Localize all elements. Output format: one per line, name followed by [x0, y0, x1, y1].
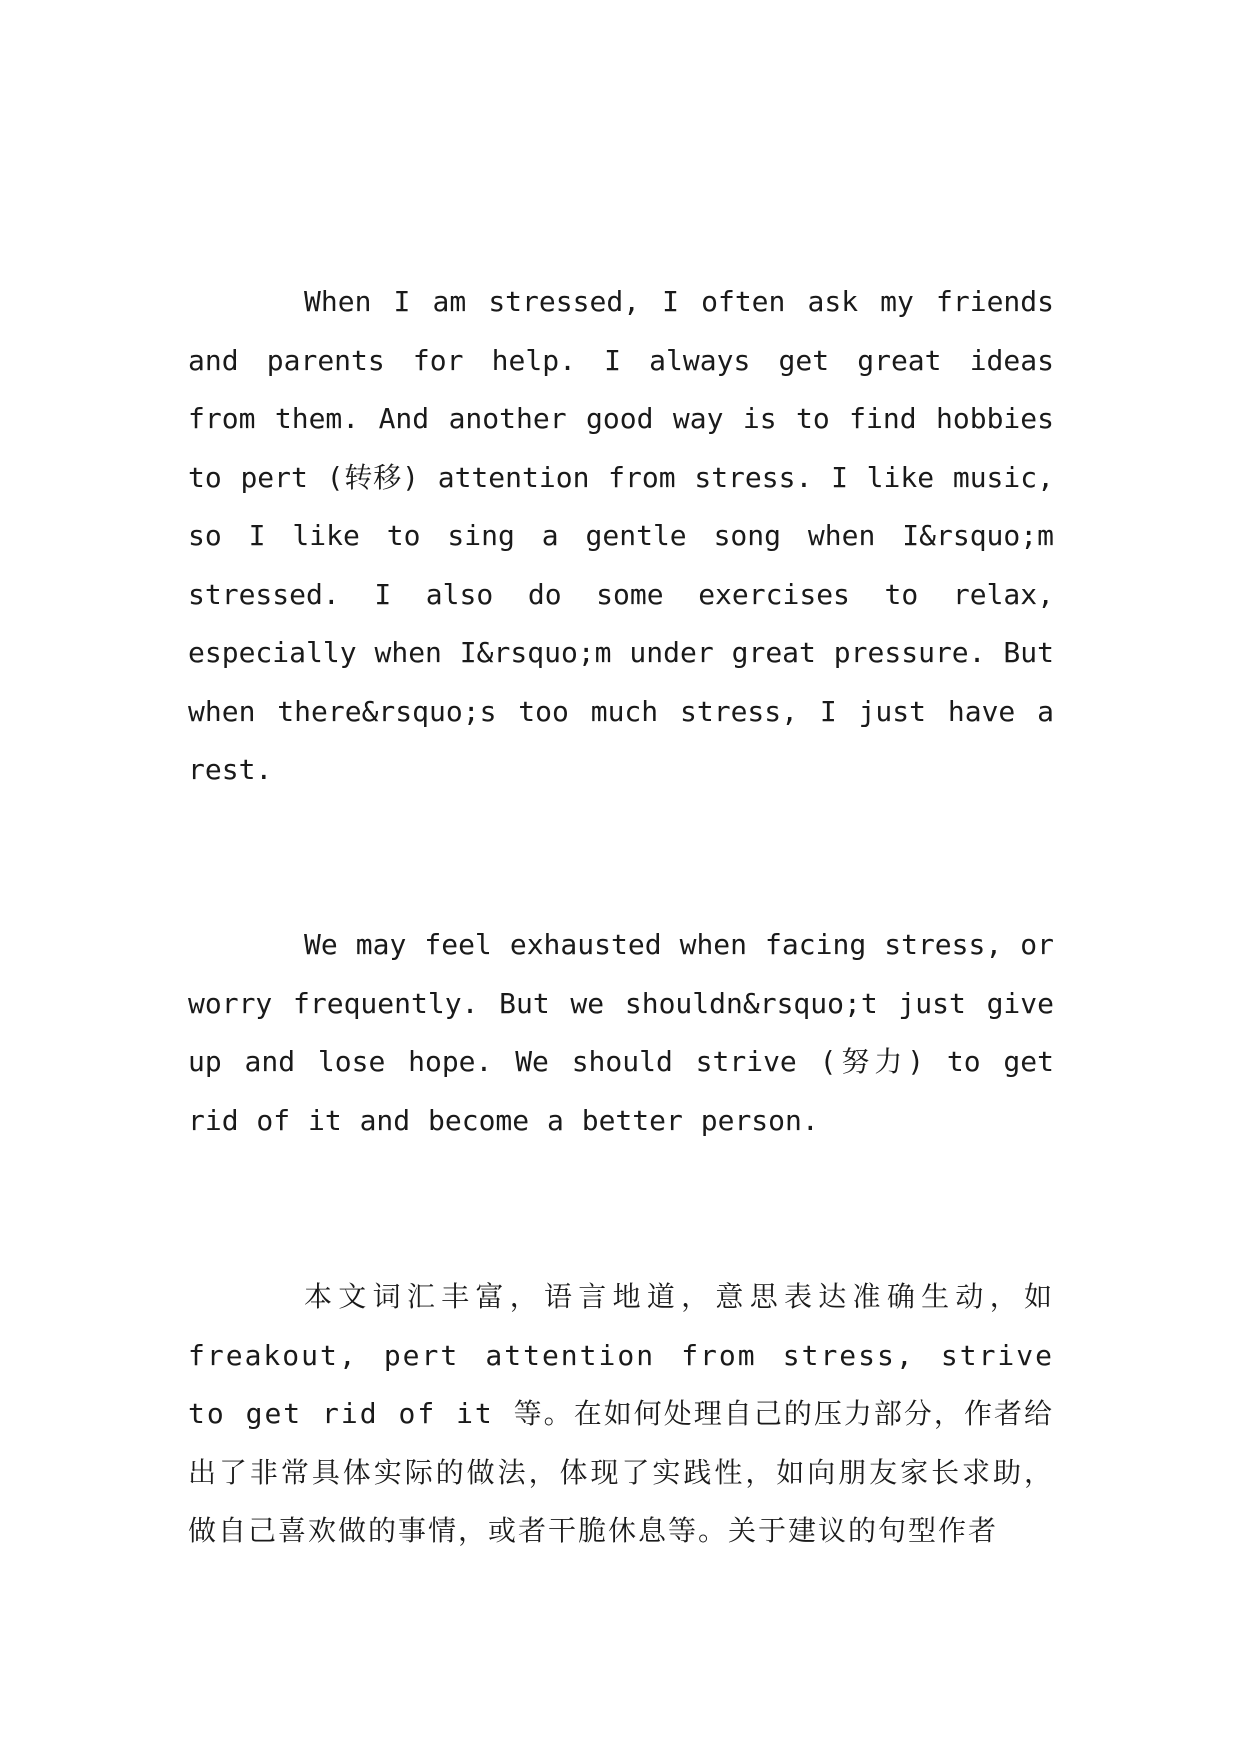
paragraph-advice: We may feel exhausted when facing stress, or worry frequently. But we shouldn&rsquo;t just give up and lose hope. We should strive (努力) to get rid of it and become a better person.	[188, 928, 1054, 1137]
paragraph-commentary: 本文词汇丰富，语言地道，意思表达准确生动，如freakout, pert attention from stress, strive to get rid of it 等。在如何处理自己的压力部分，作者给出了非常具体实际的做法，体现了实践性，如向朋友家长求助，做自己喜欢做的事情，或者干脆休息等。关于建议的句型作者	[188, 1280, 1054, 1547]
paragraph-coping-with-stress: When I am stressed, I often ask my friends and parents for help. I always get great ideas from them. And another good way is to find hobbies to pert (转移) attention from stress. I like music, so I like to sing a gentle song when I&rsquo;m stressed. I also do some exercises to relax, especially when I&rsquo;m under great pressure. But when there&rsquo;s too much stress, I just have a rest.	[188, 285, 1054, 786]
